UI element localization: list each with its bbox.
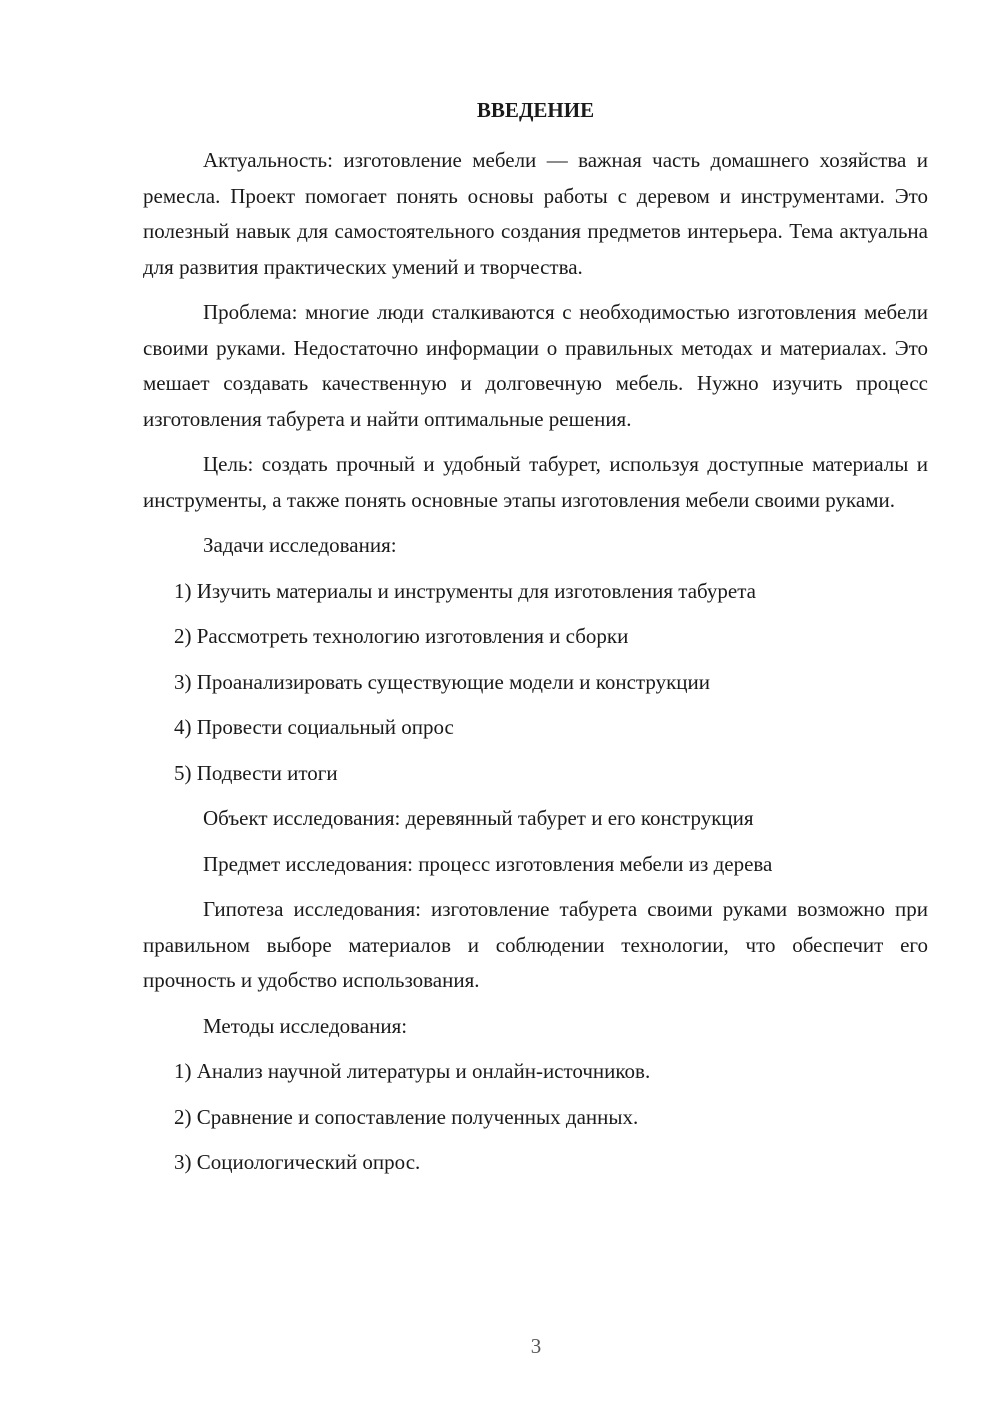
method-item: 1) Анализ научной литературы и онлайн-источников. [174,1059,651,1083]
method-item: 2) Сравнение и сопоставление полученных данных. [174,1104,639,1129]
problem-paragraph: Проблема: многие люди сталкиваются с необходимостью изготовления мебели своими руками. Недостаточно информации о правильных методах и материалах. Это мешает создавать качественную и долговечную мебель. Нужно изучить процесс изготовления табурета и найти оптимальные решения. [143,300,928,431]
tasks-heading: Задачи исследования: [203,533,397,557]
method-item: 3) Социологический опрос. [174,1150,421,1174]
task-item: 3) Проанализировать существующие модели и конструкции [174,669,710,694]
page-number: 3 [530,1334,542,1358]
research-subject: Предмет исследования: процесс изготовления мебели из дерева [203,851,773,876]
task-item: 1) Изучить материалы и инструменты для изготовления табурета [174,578,756,603]
goal-paragraph: Цель: создать прочный и удобный табурет, используя доступные материалы и инструменты, а также понять основные этапы изготовления мебели своими руками. [143,452,928,512]
relevance-paragraph: Актуальность: изготовление мебели — важная часть домашнего хозяйства и ремесла. Проект помогает понять основы работы с деревом и инструментами. Это полезный навык для самостоятельного создания предметов интерьера. Тема актуальна для развития практических умений и творчества. [143,148,928,279]
page-title: ВВЕДЕНИЕ [476,98,595,122]
research-object: Объект исследования: деревянный табурет и его конструкция [203,806,754,830]
task-item: 4) Провести социальный опрос [174,715,454,739]
document-page [143,95,928,1191]
task-item: 5) Подвести итоги [174,760,338,785]
task-item: 2) Рассмотреть технологию изготовления и сборки [174,624,629,648]
methods-heading: Методы исследования: [203,1013,408,1038]
hypothesis-paragraph: Гипотеза исследования: изготовление табурета своими руками возможно при правильном выборе материалов и соблюдении технологии, что обеспечит его прочность и удобство использования. [143,897,928,992]
